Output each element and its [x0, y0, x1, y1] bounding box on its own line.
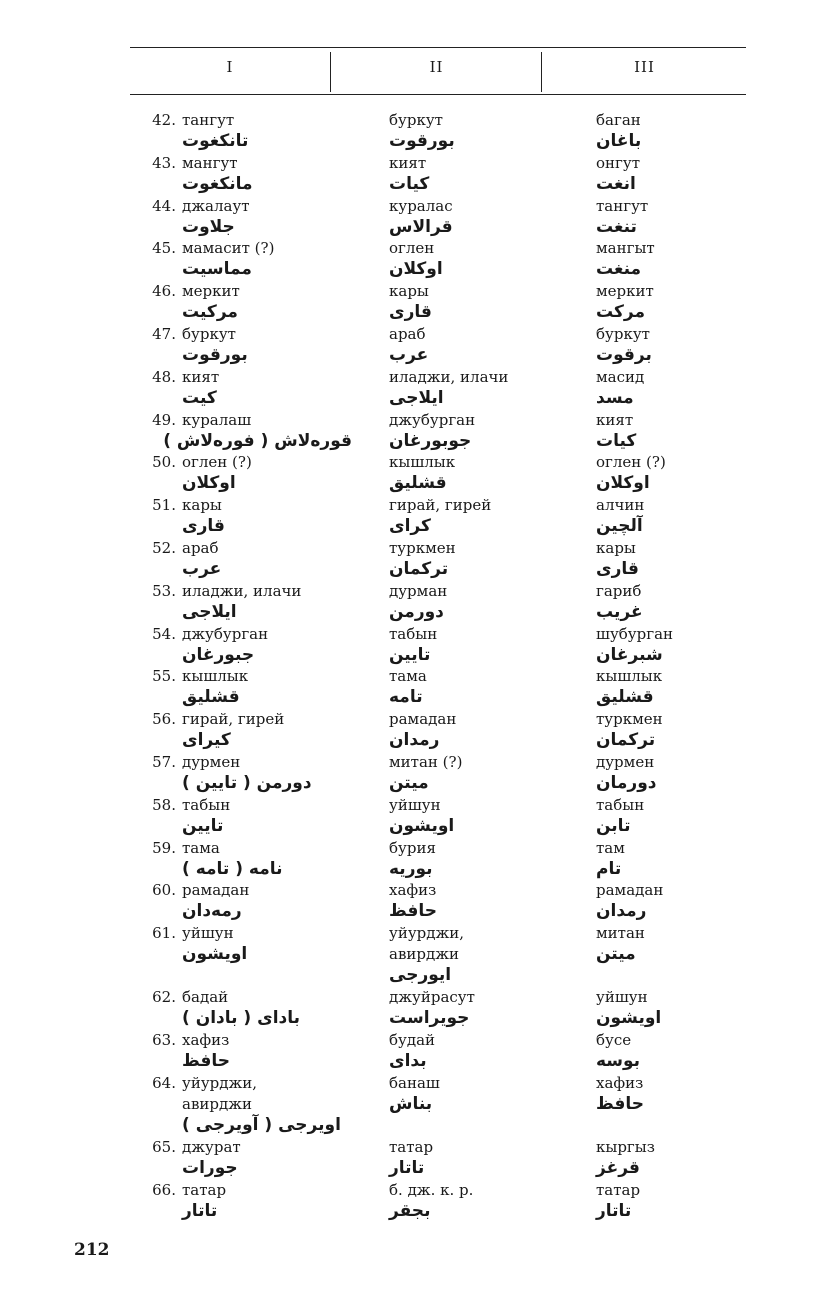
arabic-script-name: اوكلان	[182, 473, 236, 494]
russian-name: авирджи	[182, 1094, 253, 1113]
table-row	[0, 838, 824, 881]
russian-name: буркут	[389, 111, 443, 129]
russian-name: б. дж. к. р.	[389, 1180, 474, 1199]
entry-number: 58.	[152, 795, 176, 814]
table-row	[0, 1030, 824, 1073]
arabic-script-name: بناش	[389, 1093, 433, 1114]
russian-name: банаш	[389, 1073, 440, 1092]
column-2-cell	[389, 410, 569, 452]
russian-name: оглен (?)	[596, 453, 666, 472]
arabic-script-name: جورات	[182, 1158, 238, 1179]
column-2-cell	[389, 281, 569, 323]
entry-number: 52.	[152, 538, 176, 557]
arabic-script-name: مسد	[596, 387, 634, 408]
russian-name: митан (?)	[389, 752, 463, 771]
arabic-script-name: قشليق	[389, 473, 447, 494]
table-row	[0, 324, 824, 367]
column-2-cell	[389, 666, 569, 708]
arabic-script-name: رمدان	[389, 730, 440, 751]
table-row	[0, 923, 824, 987]
entry-number: 42.	[152, 111, 176, 129]
arabic-script-name: تايين	[389, 644, 431, 665]
arabic-script-name: تنغت	[596, 216, 637, 237]
arabic-script-name: قاری	[596, 558, 639, 579]
russian-name: гирай, гирей	[182, 710, 285, 729]
russian-name: бадай	[182, 988, 229, 1007]
table-row	[0, 495, 824, 538]
arabic-script-name: تابن	[596, 815, 631, 836]
entry-number: 43.	[152, 153, 176, 172]
russian-name: туркмен	[389, 538, 456, 557]
column-3-cell	[596, 987, 756, 1029]
russian-name: туркмен	[596, 710, 663, 729]
arabic-script-name: غريب	[596, 601, 643, 622]
russian-name: куралаш	[182, 410, 252, 429]
russian-name: кары	[182, 496, 222, 515]
column-2-cell	[389, 153, 569, 195]
entry-number: 47.	[152, 324, 176, 343]
column-3-cell	[596, 452, 756, 494]
russian-name: тангут	[182, 111, 235, 129]
arabic-script-name: مركت	[596, 302, 645, 323]
arabic-script-name: اويشون	[389, 815, 455, 836]
arabic-script-name: تاتار	[389, 1158, 425, 1179]
russian-name: дурмен	[596, 752, 655, 771]
russian-name: кыргыз	[596, 1138, 655, 1157]
column-3-cell	[596, 1030, 756, 1072]
russian-name: татар	[389, 1138, 434, 1157]
arabic-script-name: اوكلان	[389, 259, 443, 280]
arabic-script-name: ايلاجی	[182, 601, 237, 622]
column-2-cell	[389, 324, 569, 366]
russian-name: рамадан	[182, 881, 250, 900]
russian-name: хафиз	[389, 881, 437, 900]
arabic-script-name: دورمان	[596, 772, 657, 793]
arabic-script-name: ايورجی	[389, 965, 452, 986]
arabic-script-name: قشليق	[596, 687, 654, 708]
russian-name: будай	[389, 1031, 436, 1050]
russian-name: кышлык	[596, 667, 663, 686]
arabic-script-name: بجقر	[389, 1200, 431, 1221]
russian-name: буркут	[596, 324, 650, 343]
column-3-cell	[596, 495, 756, 537]
arabic-script-name: جوبورغان	[389, 430, 472, 451]
entry-number: 45.	[152, 239, 176, 258]
table-body	[0, 110, 824, 1223]
column-3-cell	[596, 196, 756, 238]
entry-number: 44.	[152, 196, 176, 215]
russian-name: куралас	[389, 196, 453, 215]
column-3-cell	[596, 1073, 756, 1115]
arabic-script-name: اويرجی ( آويرجی )	[182, 1114, 341, 1135]
column-1-cell	[182, 709, 352, 751]
russian-name: рамадан	[389, 710, 457, 729]
russian-name: тангут	[596, 196, 649, 215]
arabic-script-name: بادای ( بادان )	[182, 1008, 301, 1029]
column-2-cell	[389, 196, 569, 238]
column-1-cell	[182, 1137, 352, 1179]
column-header-2: II	[429, 58, 444, 76]
table-header-rule	[130, 94, 746, 95]
column-divider	[541, 52, 542, 92]
column-3-cell	[596, 324, 756, 366]
column-2-cell	[389, 987, 569, 1029]
column-3-cell	[596, 238, 756, 280]
column-3-cell	[596, 281, 756, 323]
table-row	[0, 1180, 824, 1223]
column-2-cell	[389, 1073, 569, 1115]
column-1-cell	[182, 795, 352, 837]
arabic-script-name: تاتار	[182, 1200, 218, 1221]
russian-name: кият	[596, 410, 634, 429]
column-divider	[330, 52, 331, 92]
column-3-cell	[596, 367, 756, 409]
arabic-script-name: جلاوت	[182, 216, 235, 237]
table-row	[0, 281, 824, 324]
column-1-cell	[182, 624, 352, 666]
page-number: 212	[74, 1240, 110, 1260]
arabic-script-name: تركمان	[596, 730, 656, 751]
column-1-cell	[182, 281, 352, 323]
russian-name: бусе	[596, 1031, 632, 1050]
arabic-script-name: باغان	[596, 131, 642, 151]
entry-number: 57.	[152, 752, 176, 771]
arabic-script-name: قرغز	[596, 1158, 640, 1179]
russian-name: кият	[389, 153, 427, 172]
arabic-script-name: قرالاس	[389, 216, 453, 237]
column-1-cell	[182, 367, 352, 409]
arabic-script-name: ميتن	[596, 944, 636, 965]
arabic-script-name: قاری	[389, 302, 432, 323]
russian-name: там	[596, 838, 625, 857]
russian-name: табын	[182, 795, 231, 814]
column-2-cell	[389, 110, 569, 152]
russian-name: буркут	[182, 324, 236, 343]
column-3-cell	[596, 838, 756, 880]
russian-name: иладжи, илачи	[182, 581, 302, 600]
column-2-cell	[389, 238, 569, 280]
column-2-cell	[389, 1030, 569, 1072]
column-3-cell	[596, 1180, 756, 1222]
entry-number: 50.	[152, 453, 176, 472]
table-row	[0, 581, 824, 624]
column-2-cell	[389, 538, 569, 580]
arabic-script-name: كيرای	[182, 730, 231, 751]
russian-name: оглен (?)	[182, 453, 252, 472]
arabic-script-name: تاتار	[596, 1200, 632, 1221]
russian-name: масид	[596, 367, 645, 386]
entry-number: 55.	[152, 667, 176, 686]
russian-name: хафиз	[596, 1073, 644, 1092]
russian-name: араб	[389, 324, 426, 343]
column-1-cell	[182, 110, 352, 152]
arabic-script-name: ايلاجی	[389, 387, 444, 408]
arabic-script-name: كيات	[596, 430, 637, 451]
column-2-cell	[389, 495, 569, 537]
column-3-cell	[596, 410, 756, 452]
arabic-script-name: منغت	[596, 259, 642, 280]
arabic-script-name: دورمن ( تايين )	[182, 772, 312, 793]
table-row	[0, 987, 824, 1030]
russian-name: табын	[389, 624, 438, 643]
table-row	[0, 110, 824, 153]
entry-number: 51.	[152, 496, 176, 515]
arabic-script-name: كيت	[182, 387, 217, 408]
column-3-cell	[596, 153, 756, 195]
column-3-cell	[596, 581, 756, 623]
table-row	[0, 709, 824, 752]
column-3-cell	[596, 110, 756, 152]
column-1-cell	[182, 324, 352, 366]
entry-number: 61.	[152, 924, 176, 943]
russian-name: джубурган	[389, 410, 476, 429]
table-row	[0, 1137, 824, 1180]
arabic-script-name: بدای	[389, 1051, 427, 1072]
entry-number: 49.	[152, 410, 176, 429]
column-2-cell	[389, 795, 569, 837]
entry-number: 60.	[152, 881, 176, 900]
russian-name: джубурган	[182, 624, 269, 643]
arabic-script-name: تركمان	[389, 558, 449, 579]
arabic-script-name: شبرغان	[596, 644, 663, 665]
column-3-cell	[596, 795, 756, 837]
column-2-cell	[389, 838, 569, 880]
russian-name: гирай, гирей	[389, 496, 492, 515]
russian-name: шубурган	[596, 624, 674, 643]
column-3-cell	[596, 752, 756, 794]
column-1-cell	[182, 838, 352, 880]
column-2-cell	[389, 452, 569, 494]
russian-name: кары	[596, 538, 636, 557]
arabic-script-name: نامه ( تامه )	[182, 858, 283, 879]
russian-name: мангут	[182, 153, 238, 172]
entry-number: 59.	[152, 838, 176, 857]
table-row	[0, 196, 824, 239]
russian-name: кышлык	[182, 667, 249, 686]
entry-number: 56.	[152, 710, 176, 729]
arabic-script-name: تام	[596, 858, 622, 879]
entry-number: 46.	[152, 282, 176, 301]
russian-name: уйурджи,	[389, 924, 465, 943]
column-1-cell	[182, 196, 352, 238]
arabic-script-name: مانكغوت	[182, 173, 253, 194]
column-1-cell	[182, 1073, 352, 1136]
table-row	[0, 1073, 824, 1137]
arabic-script-name: رمه‌دان	[182, 901, 242, 922]
russian-name: авирджи	[389, 945, 460, 964]
column-3-cell	[596, 666, 756, 708]
column-1-cell	[182, 923, 352, 965]
russian-name: уйшун	[182, 924, 234, 943]
arabic-script-name: تامه	[389, 687, 423, 708]
column-2-cell	[389, 752, 569, 794]
column-header-1: I	[226, 58, 234, 76]
russian-name: уйурджи,	[182, 1073, 258, 1092]
table-row	[0, 367, 824, 410]
entry-number: 66.	[152, 1180, 176, 1199]
arabic-script-name: رمدان	[596, 901, 647, 922]
russian-name: уйшун	[596, 988, 648, 1007]
arabic-script-name: مماسيت	[182, 259, 252, 280]
arabic-script-name: اوكلان	[596, 473, 650, 494]
russian-name: джурат	[182, 1138, 241, 1157]
column-header-3: III	[634, 58, 655, 76]
russian-name: кары	[389, 282, 429, 301]
entry-number: 63.	[152, 1031, 176, 1050]
column-2-cell	[389, 1137, 569, 1179]
column-1-cell	[182, 581, 352, 623]
column-2-cell	[389, 709, 569, 751]
russian-name: мамасит (?)	[182, 239, 275, 258]
russian-name: мангыт	[596, 239, 655, 258]
arabic-script-name: عرب	[389, 344, 429, 365]
column-2-cell	[389, 923, 569, 986]
table-row	[0, 880, 824, 923]
table-row	[0, 538, 824, 581]
russian-name: митан	[596, 924, 645, 943]
arabic-script-name: حافظ	[596, 1093, 644, 1114]
column-1-cell	[182, 1180, 352, 1222]
russian-name: татар	[596, 1180, 641, 1199]
column-3-cell	[596, 923, 756, 965]
column-1-cell	[182, 452, 352, 494]
russian-name: баган	[596, 111, 641, 129]
table-row	[0, 452, 824, 495]
table-row	[0, 795, 824, 838]
arabic-script-name: بوريه	[389, 858, 433, 879]
russian-name: тама	[182, 838, 220, 857]
russian-name: алчин	[596, 496, 645, 515]
entry-number: 64.	[152, 1073, 176, 1092]
arabic-script-name: بورقوت	[389, 131, 455, 151]
russian-name: дурмен	[182, 752, 241, 771]
column-3-cell	[596, 624, 756, 666]
russian-name: хафиз	[182, 1031, 230, 1050]
table-row	[0, 153, 824, 196]
arabic-script-name: جبورغان	[182, 644, 255, 665]
arabic-script-name: قوره‌لاش ( فوره‌لاش )	[163, 430, 352, 451]
arabic-script-name: قاری	[182, 516, 225, 537]
russian-name: гариб	[596, 581, 642, 600]
arabic-script-name: بورقوت	[182, 344, 248, 365]
arabic-script-name: انغت	[596, 173, 636, 194]
russian-name: кышлык	[389, 453, 456, 472]
russian-name: меркит	[596, 282, 654, 301]
arabic-script-name: عرب	[182, 558, 222, 579]
arabic-script-name: آلچين	[596, 516, 643, 537]
column-1-cell	[182, 153, 352, 195]
arabic-script-name: اويشون	[596, 1008, 662, 1029]
column-2-cell	[389, 581, 569, 623]
russian-name: оглен	[389, 239, 435, 258]
column-1-cell	[182, 495, 352, 537]
column-2-cell	[389, 367, 569, 409]
entry-number: 54.	[152, 624, 176, 643]
arabic-script-name: اويشون	[182, 944, 248, 965]
russian-name: дурман	[389, 581, 448, 600]
table-row	[0, 410, 824, 453]
entry-number: 65.	[152, 1138, 176, 1157]
russian-name: бурия	[389, 838, 436, 857]
arabic-script-name: بوسه	[596, 1051, 641, 1072]
russian-name: татар	[182, 1180, 227, 1199]
arabic-script-name: كرای	[389, 516, 431, 537]
arabic-script-name: حافظ	[389, 901, 437, 922]
arabic-script-name: دورمن	[389, 601, 444, 622]
russian-name: рамадан	[596, 881, 664, 900]
column-1-cell	[182, 752, 352, 794]
arabic-script-name: قشليق	[182, 687, 240, 708]
arabic-script-name: تايين	[182, 815, 224, 836]
arabic-script-name: كيات	[389, 173, 430, 194]
column-1-cell	[182, 666, 352, 708]
column-2-cell	[389, 880, 569, 922]
entry-number: 48.	[152, 367, 176, 386]
russian-name: уйшун	[389, 795, 441, 814]
arabic-script-name: مركيت	[182, 302, 238, 323]
russian-name: меркит	[182, 282, 240, 301]
russian-name: онгут	[596, 153, 641, 172]
arabic-script-name: جويراست	[389, 1008, 470, 1029]
entry-number: 62.	[152, 988, 176, 1007]
russian-name: иладжи, илачи	[389, 367, 509, 386]
table-row	[0, 624, 824, 667]
arabic-script-name: برقوت	[596, 344, 652, 365]
russian-name: араб	[182, 538, 219, 557]
column-1-cell	[182, 987, 352, 1029]
table-row	[0, 752, 824, 795]
column-3-cell	[596, 1137, 756, 1179]
russian-name: табын	[596, 795, 645, 814]
column-2-cell	[389, 624, 569, 666]
arabic-script-name: ميتن	[389, 772, 429, 793]
column-1-cell	[182, 1030, 352, 1072]
column-1-cell	[182, 880, 352, 922]
russian-name: джалаут	[182, 196, 250, 215]
column-3-cell	[596, 709, 756, 751]
russian-name: джуйрасут	[389, 988, 475, 1007]
column-2-cell	[389, 1180, 569, 1222]
column-1-cell	[182, 538, 352, 580]
column-1-cell	[182, 238, 352, 280]
table-top-rule	[130, 47, 746, 48]
table-row	[0, 238, 824, 281]
column-3-cell	[596, 538, 756, 580]
column-3-cell	[596, 880, 756, 922]
table-row	[0, 666, 824, 709]
entry-number: 53.	[152, 581, 176, 600]
russian-name: кият	[182, 367, 220, 386]
russian-name: тама	[389, 667, 427, 686]
arabic-script-name: حافظ	[182, 1051, 230, 1072]
arabic-script-name: تانكغوت	[182, 131, 249, 151]
